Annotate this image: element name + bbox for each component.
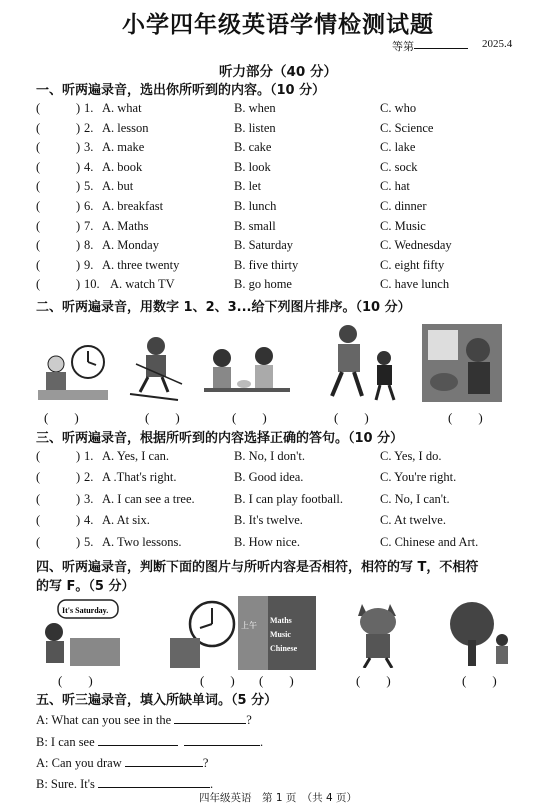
s2-answer-1[interactable]: ( ) (44, 410, 79, 425)
timetable-subjects (270, 614, 297, 656)
option-b: B. listen (234, 120, 276, 135)
timetable-subject: Chinese (270, 644, 298, 653)
answer-paren-open[interactable]: ( (36, 513, 41, 528)
question-number: 2. (84, 120, 94, 135)
fill-line-3-text: A: Can you draw (36, 756, 125, 770)
option-c: C. Music (380, 218, 426, 233)
s2-answer-5[interactable]: ( ) (448, 410, 483, 425)
fill-blank-1[interactable] (174, 711, 246, 724)
option-c: C. Science (380, 120, 434, 135)
section4-title-line2: 的写 F。（5 分） (36, 579, 135, 594)
s4-answer-1[interactable]: ( ) (58, 673, 93, 688)
answer-paren-open[interactable]: ( (36, 491, 41, 506)
option-c: C. lake (380, 140, 416, 155)
answer-paren-close: ) (76, 534, 81, 549)
answer-paren-open[interactable]: ( (36, 277, 41, 292)
s1-question-6 (36, 199, 536, 219)
listening-heading: 听力部分（40 分） (219, 64, 337, 80)
option-a: A. but (102, 179, 134, 194)
answer-paren-close: ) (76, 218, 81, 233)
option-c: C. Yes, I do. (380, 449, 442, 463)
question-number: 3. (84, 491, 94, 506)
answer-paren-close: ) (76, 257, 81, 272)
answer-paren-close: ) (76, 238, 81, 253)
option-a: A. watch TV (110, 277, 175, 292)
answer-paren-close: ) (76, 470, 81, 485)
question-number: 1. (84, 101, 94, 115)
children-eating-picture (204, 344, 290, 402)
question-number: 5. (84, 534, 94, 549)
s1-question-7 (36, 219, 536, 239)
option-b: B. lunch (234, 199, 277, 213)
question-number: 10. (84, 277, 100, 292)
option-c: C. You're right. (380, 470, 457, 485)
option-a: A. Monday (102, 238, 159, 253)
option-b: B. go home (234, 277, 292, 292)
answer-paren-close: ) (76, 449, 81, 463)
tree-and-child-picture (444, 600, 516, 670)
option-c: C. At twelve. (380, 513, 446, 528)
s2-answer-3[interactable]: ( ) (232, 410, 267, 425)
option-c: C. hat (380, 179, 410, 194)
s4-answer-3[interactable]: ( ) (259, 673, 294, 688)
answer-paren-open[interactable]: ( (36, 218, 41, 233)
timetable-subject: Music (270, 630, 291, 639)
fill-blank-5[interactable] (98, 775, 210, 788)
s4-answer-4[interactable]: ( ) (356, 673, 391, 688)
s4-answer-2[interactable]: ( ) (200, 673, 235, 688)
option-b: B. It's twelve. (234, 513, 303, 528)
s4-answer-5[interactable]: ( ) (462, 673, 497, 688)
question-number: 8. (84, 238, 94, 253)
option-a: A. Maths (102, 218, 149, 233)
option-a: A. Yes, I can. (102, 449, 170, 463)
question-number: 6. (84, 199, 94, 213)
answer-paren-open[interactable]: ( (36, 120, 41, 135)
answer-paren-close: ) (76, 513, 81, 528)
section3-title: 三、听两遍录音，根据所听到的内容选择正确的答句。（10 分） (36, 431, 404, 446)
option-a: A. three twenty (102, 257, 180, 272)
fill-line-4-text: B: Sure. It's (36, 777, 98, 791)
answer-paren-close: ) (76, 199, 81, 213)
option-a: A. lesson (102, 120, 149, 135)
timetable-subject: Maths (270, 616, 292, 625)
option-a: A. Two lessons. (102, 534, 182, 549)
s3-question-5 (36, 535, 536, 555)
s2-answer-4[interactable]: ( ) (334, 410, 369, 425)
grade-label: 等第 (392, 40, 414, 53)
fill-line-4: B: Sure. It's . (36, 777, 214, 791)
s1-question-8 (36, 238, 536, 258)
s1-question-3 (36, 140, 536, 160)
old-man-clock-picture (38, 340, 110, 402)
answer-paren-open[interactable]: ( (36, 238, 41, 253)
question-number: 4. (84, 159, 94, 174)
question-number: 4. (84, 513, 94, 528)
s1-question-4 (36, 160, 536, 180)
option-c: C. No, I can't. (380, 491, 450, 506)
s1-question-1 (36, 101, 536, 121)
section5-title: 五、听三遍录音，填入所缺单词。（5 分） (36, 693, 278, 708)
option-a: A. what (102, 101, 142, 115)
question-number: 7. (84, 218, 94, 233)
option-b: B. How nice. (234, 534, 300, 549)
option-c: C. sock (380, 159, 418, 174)
fill-line-2: B: I can see . (36, 735, 264, 749)
answer-paren-close: ) (76, 101, 81, 115)
fill-blank-2[interactable] (98, 733, 178, 746)
question-number: 3. (84, 140, 94, 155)
timetable-picture (238, 596, 316, 670)
exam-title: 小学四年级英语学情检测试题 (122, 12, 434, 38)
option-c: C. dinner (380, 199, 427, 213)
answer-paren-open[interactable]: ( (36, 101, 41, 115)
answer-paren-close: ) (76, 140, 81, 155)
section4-title-line1: 四、听两遍录音，判断下面的图片与所听内容是否相符，相符的写 T，不相符 (36, 560, 479, 575)
option-a: A. make (102, 140, 145, 155)
s3-question-3 (36, 492, 536, 512)
cat-picture (344, 600, 414, 668)
answer-paren-open[interactable]: ( (36, 140, 41, 155)
option-a: A. breakfast (102, 199, 164, 213)
option-b: B. look (234, 159, 271, 174)
option-b: B. No, I don't. (234, 449, 306, 463)
option-b: B. when (234, 101, 276, 115)
s1-question-9 (36, 258, 536, 278)
answer-paren-close: ) (76, 179, 81, 194)
option-b: B. cake (234, 140, 272, 155)
option-b: B. small (234, 218, 276, 233)
answer-paren-open[interactable]: ( (36, 179, 41, 194)
question-number: 9. (84, 257, 94, 272)
answer-paren-close: ) (76, 120, 81, 135)
option-c: C. have lunch (380, 277, 450, 292)
answer-paren-close: ) (76, 277, 81, 292)
option-b: B. Saturday (234, 238, 294, 253)
fill-line-3: A: Can you draw ? (36, 756, 209, 770)
option-c: C. Wednesday (380, 238, 452, 253)
fill-line-1-text: A: What can you see in the (36, 713, 175, 727)
s3-question-2 (36, 470, 536, 490)
fill-line-2-text: B: I can see (36, 735, 98, 749)
mouse-bedtime-picture (422, 324, 502, 402)
s2-answer-2[interactable]: ( ) (145, 410, 180, 425)
grade-blank[interactable] (414, 48, 468, 49)
fill-blank-4[interactable] (125, 754, 203, 767)
option-c: C. who (380, 101, 417, 115)
option-b: B. let (234, 179, 262, 194)
answer-paren-open[interactable]: ( (36, 534, 41, 549)
saturday-picture (40, 598, 122, 668)
s1-question-10 (36, 277, 536, 297)
page-footer: 四年级英语 第 1 页 （共 4 页） (199, 792, 357, 804)
fill-line-1: A: What can you see in the ? (36, 713, 252, 727)
exam-date: 2025.4 (482, 38, 513, 50)
option-b: B. Good idea. (234, 470, 304, 485)
timetable-morning-label: 上午 (241, 621, 257, 630)
question-number: 1. (84, 449, 94, 463)
answer-paren-open[interactable]: ( (36, 449, 41, 463)
two-people-running-picture (318, 322, 406, 402)
question-number: 2. (84, 470, 94, 485)
answer-paren-open[interactable]: ( (36, 257, 41, 272)
s3-question-4 (36, 513, 536, 533)
s1-question-2 (36, 121, 536, 141)
option-c: C. Chinese and Art. (380, 534, 479, 549)
section2-title: 二、听两遍录音，用数字 1、2、3...给下列图片排序。（10 分） (36, 300, 411, 315)
answer-paren-open[interactable]: ( (36, 199, 41, 213)
skiing-child-picture (128, 334, 186, 402)
option-b: B. five thirty (234, 257, 299, 272)
option-c: C. eight fifty (380, 257, 445, 272)
answer-paren-close: ) (76, 491, 81, 506)
option-a: A. At six. (102, 513, 150, 528)
speech-bubble-text: It's Saturday. (62, 606, 109, 615)
option-b: B. I can play football. (234, 491, 343, 506)
option-a: A. I can see a tree. (102, 491, 195, 506)
section1-title: 一、听两遍录音，选出你所听到的内容。（10 分） (36, 83, 326, 98)
answer-paren-open[interactable]: ( (36, 470, 41, 485)
question-number: 5. (84, 179, 94, 194)
option-a: A .That's right. (102, 470, 177, 485)
clock-picture (170, 598, 242, 668)
answer-paren-close: ) (76, 159, 81, 174)
option-a: A. book (102, 159, 143, 174)
answer-paren-open[interactable]: ( (36, 159, 41, 174)
s1-question-5 (36, 179, 536, 199)
s3-question-1 (36, 449, 536, 469)
fill-blank-3[interactable] (184, 733, 260, 746)
